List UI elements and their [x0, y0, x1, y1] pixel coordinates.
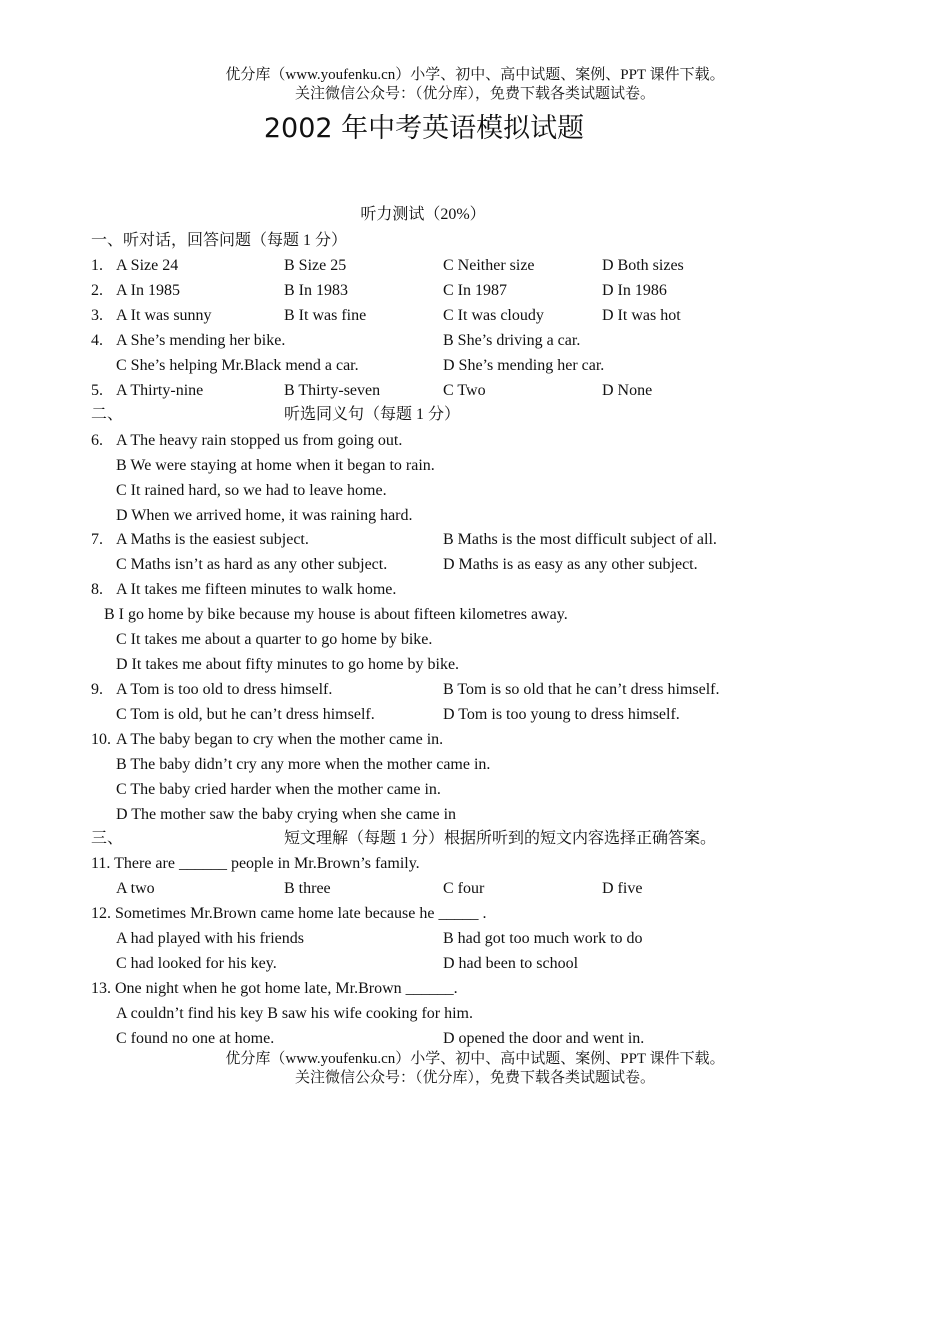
q5-number: 5. [91, 382, 103, 399]
q3-option-c: C It was cloudy [443, 307, 544, 324]
q12-option-b: B had got too much work to do [443, 930, 643, 947]
header-line-2: 关注微信公众号：（优分库），免费下载各类试题试卷。 [294, 86, 655, 102]
q9-option-c: C Tom is old, but he can’t dress himself. [116, 706, 375, 723]
q5-option-c: C Two [443, 382, 486, 399]
q12-stem: 12. Sometimes Mr.Brown came home late because he _____ . [91, 905, 487, 922]
q7-option-d: D Maths is as easy as any other subject. [443, 556, 698, 573]
q4-option-c: C She’s helping Mr.Black mend a car. [116, 357, 359, 374]
q4-option-b: B She’s driving a car. [443, 332, 581, 349]
q1-option-b: B Size 25 [284, 257, 347, 274]
q5-option-a: A Thirty-nine [116, 382, 204, 399]
q12-option-a: A had played with his friends [116, 930, 304, 947]
q9-option-a: A Tom is too old to dress himself. [116, 681, 333, 698]
q3-option-b: B It was fine [284, 307, 367, 324]
q9-option-d: D Tom is too young to dress himself. [443, 706, 680, 723]
q1-option-a: A Size 24 [116, 257, 179, 274]
q3-option-a: A It was sunny [116, 307, 212, 324]
part3-heading: 短文理解（每题 1 分）根据所听到的短文内容选择正确答案。 [284, 830, 717, 847]
q13-option-d: D opened the door and went in. [443, 1030, 645, 1047]
part1-heading: 一、听对话，回答问题（每题 1 分） [91, 232, 348, 249]
header-line-1: 优分库（www.youfenku.cn）小学、初中、高中试题、案例、PPT 课件下载。 [225, 67, 725, 83]
q12-option-c: C had looked for his key. [116, 955, 277, 972]
q11-option-a: A two [116, 880, 155, 897]
q6-option-b: B We were staying at home when it began to rain. [116, 457, 435, 474]
q7-option-c: C Maths isn’t as hard as any other subject. [116, 556, 388, 573]
q3-number: 3. [91, 307, 103, 324]
q1-option-c: C Neither size [443, 257, 535, 274]
q8-number: 8. [91, 581, 103, 598]
q10-option-c: C The baby cried harder when the mother came in. [116, 781, 441, 798]
q7-option-a: A Maths is the easiest subject. [116, 531, 309, 548]
q2-option-c: C In 1987 [443, 282, 507, 299]
footer-line-2: 关注微信公众号：（优分库），免费下载各类试题试卷。 [294, 1070, 655, 1086]
q3-option-d: D It was hot [602, 307, 681, 324]
q2-option-a: A In 1985 [116, 282, 180, 299]
q10-option-d: D The mother saw the baby crying when she came in [116, 806, 457, 823]
listening-title: 听力测试（20%） [360, 206, 486, 223]
q13-option-c: C found no one at home. [116, 1030, 275, 1047]
q10-option-b: B The baby didn’t cry any more when the mother came in. [116, 756, 491, 773]
part2-heading: 听选同义句（每题 1 分） [284, 406, 461, 423]
q12-option-d: D had been to school [443, 955, 579, 972]
footer-line-1: 优分库（www.youfenku.cn）小学、初中、高中试题、案例、PPT 课件下载。 [225, 1051, 725, 1067]
q11-option-c: C four [443, 880, 485, 897]
q4-number: 4. [91, 332, 103, 349]
q10-number: 10. [91, 731, 111, 748]
q4-option-a: A She’s mending her bike. [116, 332, 286, 349]
q13-options-a-b: A couldn’t find his key B saw his wife cooking for him. [116, 1005, 473, 1022]
q7-option-b: B Maths is the most difficult subject of all. [443, 531, 717, 548]
q6-option-a: A The heavy rain stopped us from going out. [116, 432, 403, 449]
q11-option-d: D five [602, 880, 643, 897]
q6-option-c: C It rained hard, so we had to leave home. [116, 482, 387, 499]
q8-option-d: D It takes me about fifty minutes to go home by bike. [116, 656, 460, 673]
q5-option-b: B Thirty-seven [284, 382, 381, 399]
q6-option-d: D When we arrived home, it was raining hard. [116, 507, 413, 524]
q2-option-b: B In 1983 [284, 282, 348, 299]
q5-option-d: D None [602, 382, 653, 399]
q9-number: 9. [91, 681, 103, 698]
q7-number: 7. [91, 531, 103, 548]
q1-number: 1. [91, 257, 103, 274]
q11-option-b: B three [284, 880, 331, 897]
q9-option-b: B Tom is so old that he can’t dress himself. [443, 681, 720, 698]
q6-number: 6. [91, 432, 103, 449]
q2-number: 2. [91, 282, 103, 299]
q8-option-b: B I go home by bike because my house is about fifteen kilometres away. [104, 606, 568, 623]
q2-option-d: D In 1986 [602, 282, 667, 299]
q1-option-d: D Both sizes [602, 257, 684, 274]
q4-option-d: D She’s mending her car. [443, 357, 605, 374]
q8-option-a: A It takes me fifteen minutes to walk home. [116, 581, 397, 598]
page-title: 2002 年中考英语模拟试题 [263, 113, 585, 144]
q11-stem: 11. There are ______ people in Mr.Brown’s family. [91, 855, 420, 872]
q10-option-a: A The baby began to cry when the mother came in. [116, 731, 444, 748]
q8-option-c: C It takes me about a quarter to go home by bike. [116, 631, 433, 648]
part3-heading-number: 三、 [91, 830, 124, 847]
part2-heading-number: 二、 [91, 406, 124, 423]
q13-stem: 13. One night when he got home late, Mr.Brown ______. [91, 980, 458, 997]
